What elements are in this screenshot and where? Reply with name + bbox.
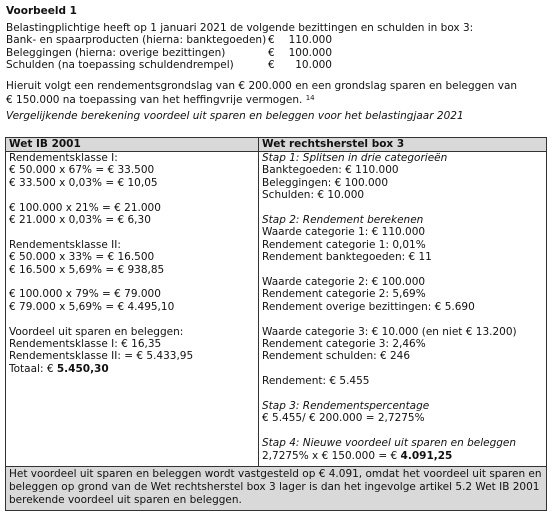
calc-line: Rendement: € 5.455 [262,375,370,388]
calc-line: € 100.000 x 21% = € 21.000 [9,201,161,214]
header-wet-ib-2001: Wet IB 2001 [6,138,259,152]
calc-line: Rendement schulden: € 246 [262,350,411,363]
spacer [9,276,255,288]
grondslag-paragraph [6,80,548,107]
asset-amount: 100.000 [288,46,332,59]
assets-list [6,34,548,71]
asset-label: Beleggingen (hierna: overige bezittingen) [6,46,226,59]
calc-line: Rendement categorie 1: 0,01% [262,238,426,251]
asset-row [6,47,548,59]
spacer [9,313,255,325]
table-caption: Vergelijkende berekening voordeel uit sparen en beleggen voor het belastingjaar 2021 [6,110,464,123]
step-heading: Stap 2: Rendement berekenen [262,214,424,227]
step-heading: Stap 4: Nieuwe voordeel uit sparen en beleggen [262,437,517,450]
conclusion-text: Het voordeel uit sparen en beleggen wordt vastgesteld op € 4.091, omdat het voordeel uit sparen en beleggen op grond van de Wet rechtsherstel box 3 lager is dan het ingevolge artikel 5.2 Wet IB 2001 berekende voordeel uit sparen en beleggen. [6,467,547,511]
spacer [262,313,543,325]
asset-amount: 110.000 [288,34,332,47]
paragraph-line: Hieruit volgt een rendementsgrondslag van € 200.000 en een grondslag sparen en beleggen van [6,79,518,92]
table-body-row [6,152,547,467]
asset-currency: € [268,59,275,72]
step-heading: Stap 1: Splitsen in drie categorieën [262,152,448,164]
asset-row [6,59,548,71]
step-heading: Stap 3: Rendementspercentage [262,400,430,413]
calc-line: Rendement categorie 3: 2,46% [262,338,426,351]
calc-line: € 33.500 x 0,03% = € 10,05 [9,176,158,189]
asset-currency: € [268,34,275,47]
calc-line: Rendement banktegoeden: € 11 [262,251,432,264]
calc-line: Voordeel uit sparen en beleggen: [9,325,184,338]
final-value: 4.091,25 [400,449,453,462]
footnote-marker: 14 [305,94,315,103]
header-wet-rechtsherstel: Wet rechtsherstel box 3 [259,138,547,152]
calc-line: Rendementsklasse II: = € 5.433,95 [9,350,194,363]
right-column [259,152,547,467]
right-final [262,450,543,462]
asset-amount: 10.000 [295,59,332,72]
calc-line: Waarde categorie 1: € 110.000 [262,226,426,239]
calc-line: Rendementsklasse I: € 16,35 [9,338,162,351]
calc-line: € 50.000 x 67% = € 33.500 [9,164,155,177]
calc-line: € 79.000 x 5,69% = € 4.495,10 [9,300,175,313]
calc-line: Waarde categorie 3: € 10.000 (en niet € 13.200) [262,325,517,338]
calc-line: € 5.455/ € 200.000 = 2,7275% [262,412,425,425]
table-header-row [6,138,547,152]
comparison-table [5,137,547,511]
total-label: Totaal: € [9,362,54,375]
calc-line: Rendementsklasse I: [9,152,118,164]
spacer [9,189,255,201]
calc-line: Banktegoeden: € 110.000 [262,164,399,177]
calc-line: € 100.000 x 79% = € 79.000 [9,288,161,301]
asset-row [6,34,548,46]
spacer [262,425,543,437]
spacer [262,363,543,375]
calc-line: Beleggingen: € 100.000 [262,176,389,189]
paragraph-line-text: € 150.000 na toepassing van het heffingvrije vermogen. [6,94,303,107]
example-title: Voorbeeld 1 [6,5,77,17]
spacer [9,226,255,238]
document [6,4,548,123]
intro-text: Belastingplichtige heeft op 1 januari 2021 de volgende bezittingen en schulden in box 3: [6,22,474,34]
paragraph-line [6,92,548,106]
calc-line: Schulden: € 10.000 [262,189,365,202]
left-column [6,152,259,467]
asset-currency: € [268,46,275,59]
calc-line: € 16.500 x 5,69% = € 938,85 [9,263,165,276]
calc-line: Waarde categorie 2: € 100.000 [262,276,426,289]
asset-label: Bank- en spaarproducten (hierna: banktegoeden) [6,34,267,47]
asset-label: Schulden (na toepassing schuldendrempel) [6,59,234,72]
final-calc: 2,7275% x € 150.000 = € [262,449,398,462]
calc-line: Rendementsklasse II: [9,238,121,251]
left-total [9,363,255,375]
calc-line: € 50.000 x 33% = € 16.500 [9,251,155,264]
calc-line: Rendement overige bezittingen: € 5.690 [262,300,475,313]
spacer [262,388,543,400]
total-value: 5.450,30 [56,362,109,375]
table-footer-row [6,467,547,511]
calc-line: € 21.000 x 0,03% = € 6,30 [9,214,151,227]
spacer [262,264,543,276]
calc-line: Rendement categorie 2: 5,69% [262,288,426,301]
spacer [262,202,543,214]
